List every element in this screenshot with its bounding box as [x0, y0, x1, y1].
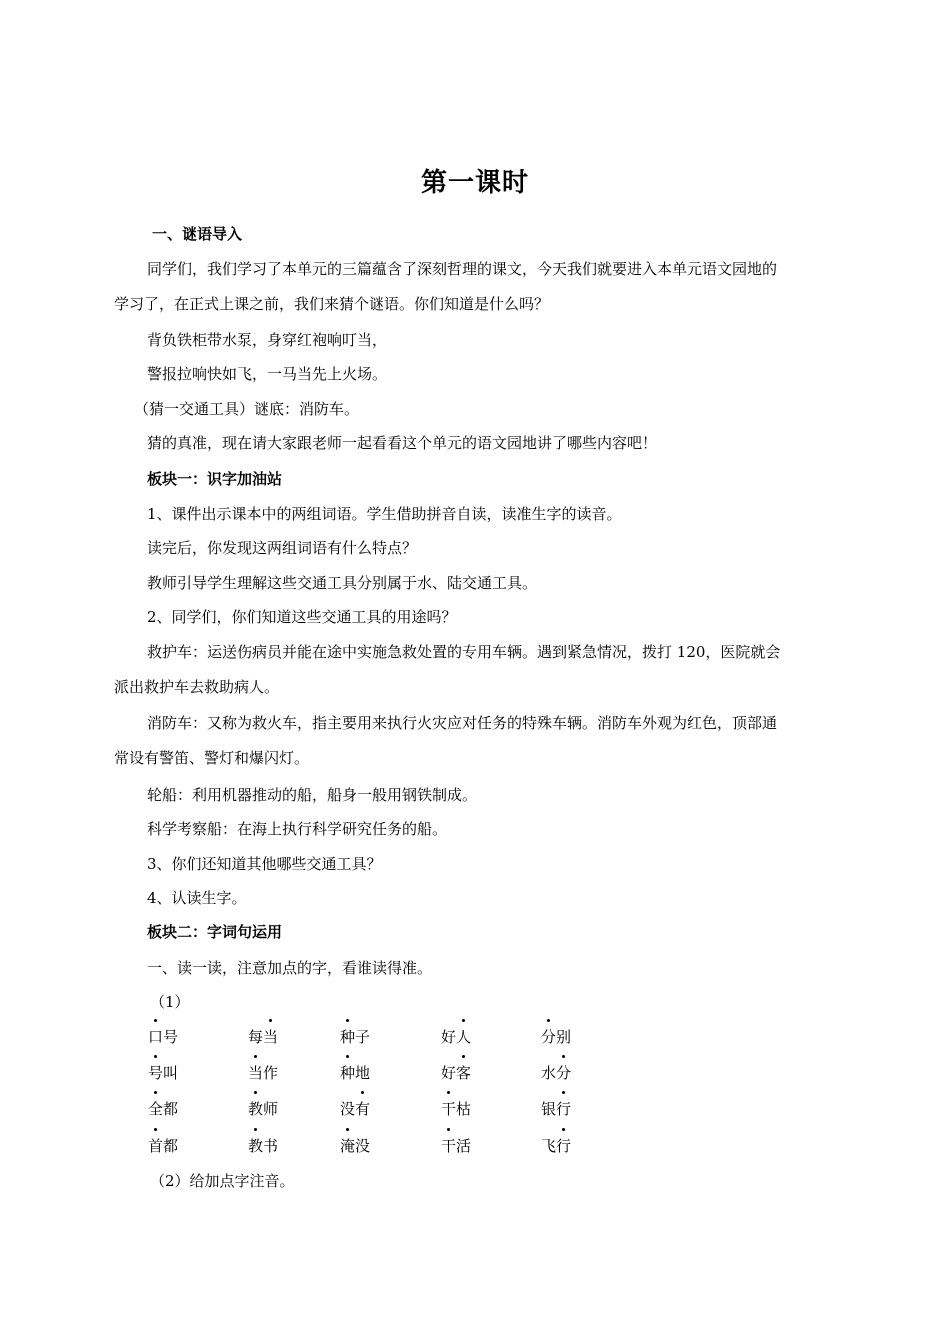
- emphasis-dot: [462, 1055, 465, 1058]
- ambulance-line-1: 救护车：运送伤病员并能在途中实施急救处置的专用车辆。遇到紧急情况，拨打 120，医院就会: [147, 643, 781, 661]
- ambulance-line-2: 派出救护车去救助病人。: [114, 678, 280, 696]
- step-4: 4、认读生字。: [147, 889, 247, 907]
- word-cell: 没有: [340, 1099, 370, 1119]
- page-title: 第一课时: [420, 168, 529, 198]
- word-cell: 好人: [441, 1027, 471, 1047]
- word-cell: 教 师: [248, 1099, 278, 1119]
- step-3: 3、你们还知道其他哪些交通工具？: [147, 855, 382, 873]
- emphasis-dot: [154, 1091, 157, 1094]
- paragraph-transition: 猜的真准，现在请大家跟老师一起看看这个单元的语文园地讲了哪些内容吧！: [147, 434, 658, 452]
- word-cell: 干 活: [441, 1136, 471, 1156]
- word-cell: 种 地: [340, 1063, 370, 1083]
- word-cell: 淹 没: [340, 1136, 370, 1156]
- word-cell: 好客: [441, 1063, 471, 1083]
- word-cell: 分 别: [541, 1027, 571, 1047]
- word-cell: 水分: [541, 1063, 571, 1083]
- section-heading-riddle: 一、谜语导入: [152, 225, 243, 243]
- word-cell: 种 子: [340, 1027, 370, 1047]
- step-guide: 教师引导学生理解这些交通工具分别属于水、陆交通工具。: [147, 574, 538, 592]
- word-cell: 首 都: [148, 1136, 178, 1156]
- exercise-part-1-label: （1）: [150, 993, 190, 1011]
- emphasis-dot: [361, 1091, 364, 1094]
- emphasis-dot: [562, 1091, 565, 1094]
- word-cell: 教 书: [248, 1136, 278, 1156]
- exercise-instruction: 一、读一读，注意加点的字，看谁读得准。: [147, 959, 433, 977]
- emphasis-dot: [462, 1019, 465, 1022]
- riddle-line-1: 背负铁柜带水泵，身穿红袍响叮当，: [147, 331, 388, 349]
- emphasis-dot: [254, 1091, 257, 1094]
- emphasis-dot: [547, 1019, 550, 1022]
- firetruck-line-2: 常设有警笛、警灯和爆闪灯。: [114, 749, 310, 767]
- paragraph-intro-line-2: 学习了，在正式上课之前，我们来猜个谜语。你们知道是什么吗？: [114, 295, 550, 313]
- step-1: 1、课件出示课本中的两组词语。学生借助拼音自读，读准生字的读音。: [147, 505, 622, 523]
- steamship-line: 轮船：利用机器推动的船，船身一般用钢铁制成。: [147, 786, 478, 804]
- riddle-answer: （猜一交通工具）谜底：消防车。: [134, 400, 360, 418]
- word-cell: 当 作: [248, 1063, 278, 1083]
- word-cell: 每当: [248, 1027, 278, 1047]
- step-2: 2、同学们，你们知道这些交通工具的用途吗？: [147, 608, 457, 626]
- emphasis-dot: [254, 1128, 257, 1131]
- block-heading-2: 板块二：字词句运用: [147, 923, 283, 941]
- research-ship-line: 科学考察船：在海上执行科学研究任务的船。: [147, 820, 448, 838]
- emphasis-dot: [447, 1128, 450, 1131]
- exercise-part-2-label: （2）给加点字注音。: [150, 1172, 295, 1190]
- emphasis-dot: [346, 1055, 349, 1058]
- emphasis-dot: [254, 1055, 257, 1058]
- word-cell: 号 叫: [148, 1063, 178, 1083]
- emphasis-dot: [154, 1128, 157, 1131]
- firetruck-line-1: 消防车：又称为救火车，指主要用来执行火灾应对任务的特殊车辆。消防车外观为红色，顶部通: [147, 714, 778, 732]
- emphasis-dot: [562, 1055, 565, 1058]
- emphasis-dot: [447, 1091, 450, 1094]
- riddle-line-2: 警报拉响快如飞，一马当先上火场。: [147, 365, 388, 383]
- word-cell: 银行: [541, 1099, 571, 1119]
- emphasis-dot: [346, 1019, 349, 1022]
- emphasis-dot: [346, 1128, 349, 1131]
- emphasis-dot: [269, 1019, 272, 1022]
- emphasis-dot: [154, 1019, 157, 1022]
- paragraph-intro-line-1: 同学们，我们学习了本单元的三篇蕴含了深刻哲理的课文，今天我们就要进入本单元语文园地的: [147, 260, 778, 278]
- word-cell: 飞行: [541, 1136, 571, 1156]
- emphasis-dot: [562, 1128, 565, 1131]
- block-heading-1: 板块一：识字加油站: [147, 470, 283, 488]
- word-cell: 干 枯: [441, 1099, 471, 1119]
- word-cell: 口 号: [148, 1027, 178, 1047]
- word-cell: 全 都: [148, 1099, 178, 1119]
- emphasis-dot: [154, 1055, 157, 1058]
- step-question: 读完后，你发现这两组词语有什么特点？: [147, 539, 418, 557]
